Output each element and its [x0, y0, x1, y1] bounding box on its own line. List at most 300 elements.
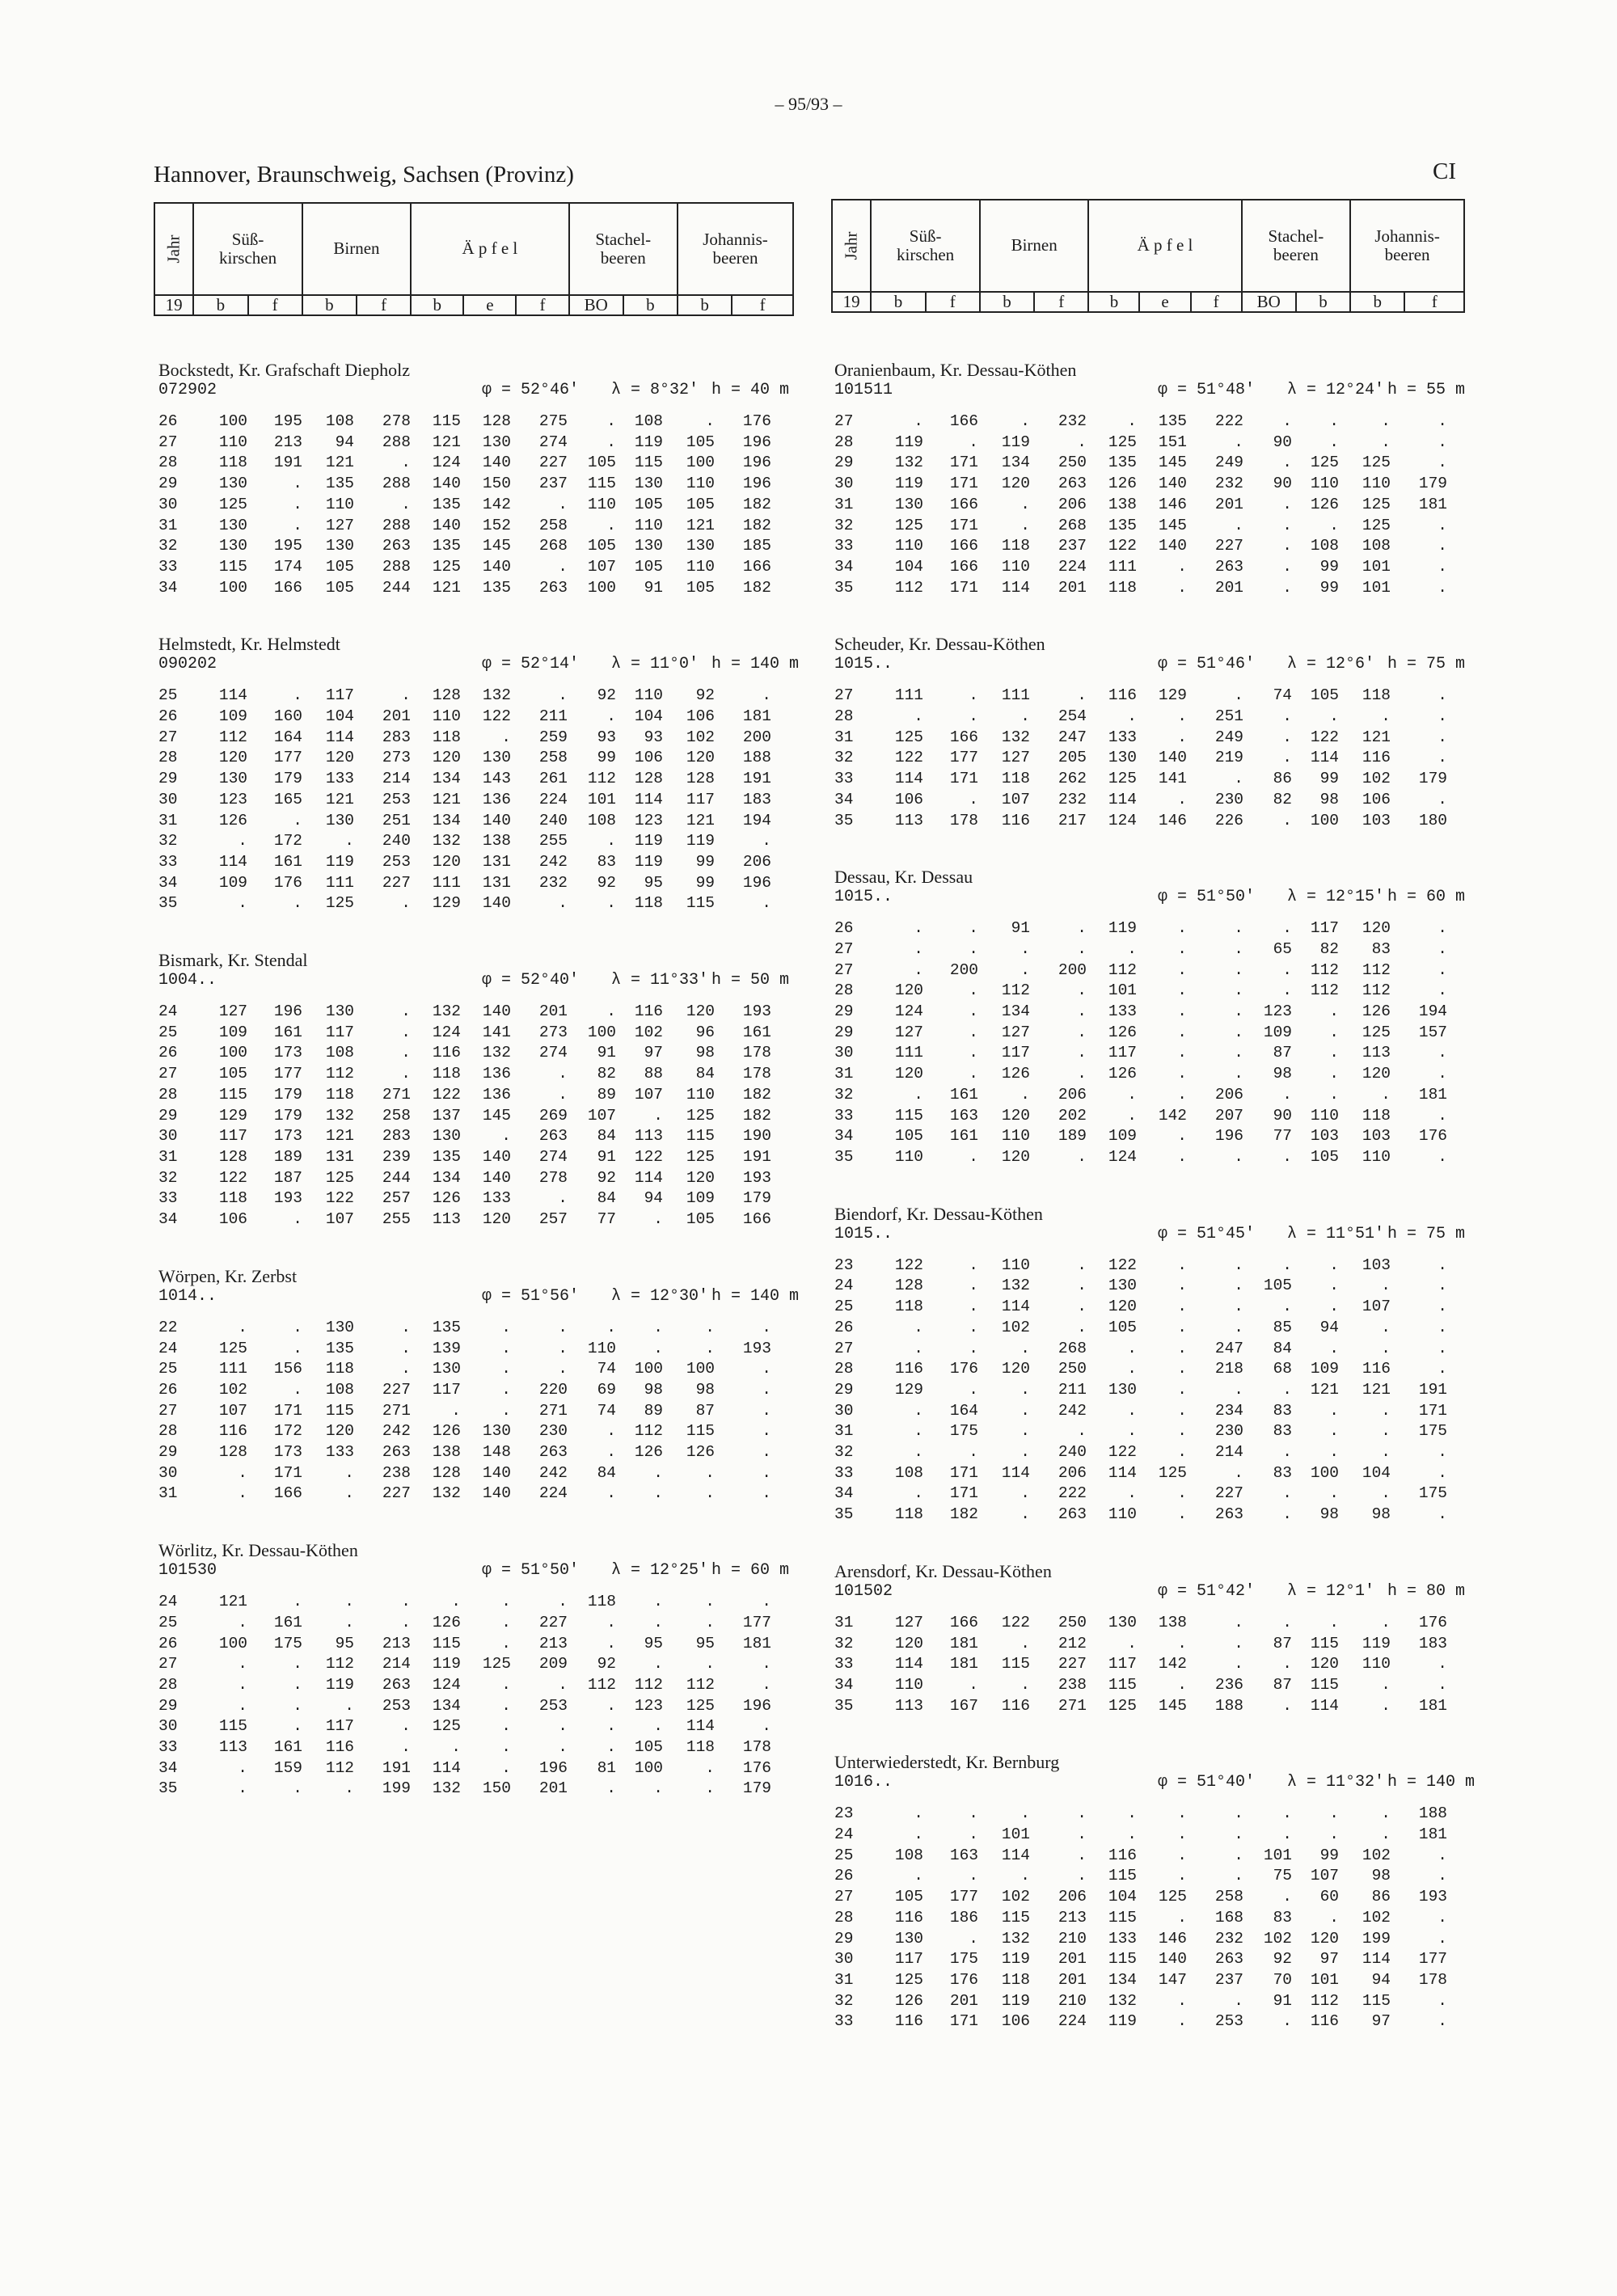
- value-cell: 105: [894, 1127, 923, 1146]
- value-cell: .: [293, 811, 302, 829]
- subcol: b: [678, 295, 732, 315]
- value-cell: 119: [894, 433, 923, 451]
- value-cell: .: [969, 1256, 978, 1274]
- table-row: [158, 1147, 771, 1168]
- value-cell: 105: [325, 557, 354, 576]
- value-cell: .: [762, 1360, 771, 1378]
- value-cell: 77: [597, 1210, 616, 1229]
- year-cell: 27: [158, 1065, 178, 1083]
- value-cell: .: [1329, 1002, 1339, 1021]
- value-cell: .: [1438, 960, 1447, 979]
- year-cell: 27: [834, 412, 854, 430]
- value-cell: 250: [1058, 1613, 1087, 1631]
- value-cell: 140: [482, 454, 511, 472]
- value-cell: .: [1438, 1298, 1447, 1316]
- table-row: [158, 1442, 771, 1463]
- value-cell: 109: [218, 1023, 247, 1041]
- value-cell: 166: [949, 495, 978, 513]
- value-cell: .: [1177, 1401, 1187, 1420]
- longitude: λ = 12°30': [611, 1286, 709, 1306]
- table-row: [834, 1825, 1447, 1846]
- value-cell: 176: [742, 412, 771, 430]
- value-cell: 100: [218, 1634, 247, 1652]
- value-cell: .: [1381, 1675, 1391, 1694]
- table-row: [834, 1634, 1447, 1655]
- value-cell: 259: [538, 728, 568, 746]
- value-cell: .: [705, 1758, 715, 1777]
- table-row: [158, 1339, 771, 1360]
- value-cell: 177: [949, 1888, 978, 1906]
- value-cell: 263: [382, 1675, 411, 1694]
- value-cell: .: [293, 1318, 302, 1336]
- value-cell: .: [1077, 1277, 1087, 1295]
- value-cell: .: [293, 516, 302, 534]
- value-cell: 125: [1108, 433, 1137, 451]
- value-cell: 140: [482, 1168, 511, 1187]
- value-cell: 175: [949, 1950, 978, 1969]
- value-cell: 116: [894, 2012, 923, 2031]
- value-cell: 98: [1371, 1505, 1391, 1524]
- value-cell: 175: [273, 1634, 302, 1652]
- station-data-table: [834, 412, 1447, 598]
- year-cell: 28: [834, 1908, 854, 1927]
- value-cell: .: [1077, 1002, 1087, 1021]
- value-cell: .: [1177, 1277, 1187, 1295]
- value-cell: 193: [742, 1339, 771, 1357]
- value-cell: 227: [1214, 1484, 1243, 1503]
- year-cell: 30: [834, 1044, 854, 1062]
- value-cell: 133: [325, 770, 354, 788]
- value-cell: 107: [218, 1401, 247, 1420]
- value-cell: 119: [1108, 2012, 1137, 2031]
- value-cell: 87: [1273, 1675, 1292, 1694]
- table-row: [158, 1188, 771, 1209]
- value-cell: 255: [382, 1210, 411, 1229]
- value-cell: .: [1381, 1804, 1391, 1823]
- value-cell: 91: [1273, 1991, 1292, 2010]
- value-cell: .: [344, 1593, 354, 1611]
- value-cell: 179: [1418, 475, 1447, 493]
- value-cell: 101: [587, 790, 616, 808]
- value-cell: 99: [1319, 1846, 1339, 1864]
- value-cell: 127: [325, 516, 354, 534]
- value-cell: .: [969, 1002, 978, 1021]
- value-cell: .: [293, 1593, 302, 1611]
- value-cell: 114: [218, 686, 247, 705]
- value-cell: .: [238, 1758, 247, 1777]
- value-cell: 116: [325, 1738, 354, 1757]
- value-cell: 253: [382, 790, 411, 808]
- value-cell: 108: [325, 412, 354, 430]
- value-cell: .: [1282, 960, 1292, 979]
- value-cell: 98: [1319, 1505, 1339, 1524]
- value-cell: 84: [597, 1127, 616, 1146]
- table-row: [834, 1613, 1447, 1634]
- value-cell: 206: [1058, 1085, 1087, 1104]
- value-cell: 105: [587, 454, 616, 472]
- value-cell: .: [914, 707, 923, 726]
- value-cell: 98: [1319, 790, 1339, 808]
- value-cell: .: [1381, 707, 1391, 726]
- station-block: [158, 1540, 797, 1800]
- station-meta: [834, 1225, 1473, 1249]
- value-cell: 101: [1263, 1846, 1292, 1864]
- table-row: [158, 1484, 771, 1505]
- value-cell: 115: [686, 894, 715, 913]
- value-cell: 180: [1418, 811, 1447, 829]
- value-cell: 133: [325, 1443, 354, 1462]
- value-cell: .: [558, 894, 568, 913]
- longitude: λ = 12°15': [1287, 888, 1385, 907]
- value-cell: 114: [634, 1168, 663, 1187]
- value-cell: 240: [1058, 1443, 1087, 1462]
- value-cell: 201: [1214, 495, 1243, 513]
- year-cell: 25: [158, 1613, 178, 1631]
- year-cell: 26: [834, 1867, 854, 1885]
- value-cell: 126: [1108, 1065, 1137, 1083]
- value-cell: 102: [634, 1023, 663, 1041]
- value-cell: 222: [1214, 412, 1243, 430]
- value-cell: 83: [1273, 1401, 1292, 1420]
- value-cell: .: [1438, 454, 1447, 472]
- table-row: [834, 1484, 1447, 1505]
- value-cell: .: [1282, 1655, 1292, 1673]
- station-code: 101511: [834, 381, 893, 399]
- value-cell: 182: [742, 516, 771, 534]
- value-cell: .: [653, 1463, 663, 1482]
- value-cell: 130: [482, 1422, 511, 1441]
- value-cell: .: [501, 1634, 511, 1652]
- value-cell: .: [1234, 939, 1243, 958]
- value-cell: 102: [1362, 770, 1391, 788]
- value-cell: 175: [1418, 1484, 1447, 1503]
- station-block: [834, 1752, 1476, 2032]
- value-cell: 113: [218, 1738, 247, 1757]
- value-cell: .: [1329, 1085, 1339, 1104]
- value-cell: .: [401, 894, 411, 913]
- longitude: λ = 8°32': [611, 381, 699, 399]
- value-cell: 103: [1362, 1127, 1391, 1146]
- value-cell: 140: [482, 1002, 511, 1021]
- value-cell: 92: [597, 1168, 616, 1187]
- value-cell: 126: [1108, 475, 1137, 493]
- value-cell: 112: [1362, 981, 1391, 1000]
- value-cell: .: [293, 894, 302, 913]
- value-cell: 193: [742, 1002, 771, 1021]
- value-cell: .: [1020, 1085, 1030, 1104]
- value-cell: 240: [538, 811, 568, 829]
- table-row: [158, 1002, 771, 1023]
- value-cell: .: [1020, 707, 1030, 726]
- value-cell: .: [914, 1804, 923, 1823]
- column-header-left: [154, 202, 794, 316]
- value-cell: .: [762, 1717, 771, 1736]
- value-cell: 102: [1001, 1888, 1030, 1906]
- value-cell: 141: [482, 1023, 511, 1041]
- value-cell: 83: [1273, 1908, 1292, 1927]
- value-cell: 109: [218, 707, 247, 726]
- table-row: [158, 1716, 771, 1737]
- table-row: [158, 707, 771, 728]
- value-cell: 176: [273, 873, 302, 892]
- value-cell: 181: [1418, 1696, 1447, 1715]
- value-cell: 120: [1362, 1065, 1391, 1083]
- value-cell: 177: [742, 1613, 771, 1631]
- value-cell: .: [344, 1484, 354, 1503]
- value-cell: 271: [382, 1085, 411, 1104]
- value-cell: 99: [597, 749, 616, 767]
- value-cell: .: [1329, 1065, 1339, 1083]
- value-cell: 173: [273, 1127, 302, 1146]
- value-cell: 167: [949, 1696, 978, 1715]
- year-cell: 34: [834, 1675, 854, 1694]
- value-cell: 164: [949, 1401, 978, 1420]
- value-cell: .: [1127, 412, 1137, 430]
- value-cell: .: [1438, 1655, 1447, 1673]
- value-cell: .: [653, 1613, 663, 1631]
- value-cell: 120: [894, 981, 923, 1000]
- table-row: [834, 557, 1447, 578]
- value-cell: 129: [894, 1380, 923, 1399]
- value-cell: 214: [382, 1655, 411, 1673]
- value-cell: .: [1177, 1908, 1187, 1927]
- value-cell: 249: [1214, 728, 1243, 746]
- year-cell: 33: [834, 1106, 854, 1125]
- value-cell: .: [1020, 1380, 1030, 1399]
- value-cell: 84: [1273, 1339, 1292, 1357]
- value-cell: 120: [325, 749, 354, 767]
- value-cell: 199: [382, 1779, 411, 1798]
- year-cell: 29: [834, 454, 854, 472]
- value-cell: 176: [1418, 1127, 1447, 1146]
- value-cell: .: [1234, 1147, 1243, 1166]
- value-cell: 115: [1362, 1991, 1391, 2010]
- table-row: [158, 1043, 771, 1064]
- value-cell: .: [293, 1779, 302, 1798]
- station-name: Biendorf, Kr. Dessau-Köthen: [834, 1203, 1043, 1224]
- value-cell: 110: [686, 1085, 715, 1104]
- value-cell: 112: [634, 1422, 663, 1441]
- table-row: [158, 453, 771, 474]
- value-cell: .: [1329, 1339, 1339, 1357]
- value-cell: 114: [1310, 749, 1339, 767]
- value-cell: .: [558, 1360, 568, 1378]
- value-cell: .: [293, 1655, 302, 1673]
- value-cell: 179: [273, 1085, 302, 1104]
- value-cell: .: [1177, 790, 1187, 808]
- value-cell: 132: [325, 1106, 354, 1125]
- table-row: [834, 1002, 1447, 1023]
- table-row: [158, 1023, 771, 1044]
- subcol: 19: [154, 295, 193, 315]
- value-cell: .: [969, 707, 978, 726]
- value-cell: 269: [538, 1106, 568, 1125]
- value-cell: 101: [1310, 1970, 1339, 1989]
- value-cell: 218: [1214, 1360, 1243, 1378]
- value-cell: .: [1177, 1634, 1187, 1652]
- value-cell: 193: [1418, 1888, 1447, 1906]
- value-cell: 132: [432, 1484, 461, 1503]
- altitude: h = 40 m: [711, 381, 790, 399]
- value-cell: 118: [1001, 537, 1030, 555]
- value-cell: .: [1177, 578, 1187, 597]
- value-cell: 140: [482, 1463, 511, 1482]
- value-cell: 88: [644, 1065, 663, 1083]
- value-cell: .: [501, 1318, 511, 1336]
- value-cell: .: [238, 1613, 247, 1631]
- value-cell: 263: [538, 578, 568, 597]
- value-cell: 258: [538, 749, 568, 767]
- value-cell: 238: [1058, 1675, 1087, 1694]
- value-cell: .: [1177, 939, 1187, 958]
- subcol: f: [926, 292, 980, 312]
- value-cell: 118: [894, 1505, 923, 1524]
- value-cell: 117: [325, 686, 354, 705]
- year-cell: 30: [834, 1401, 854, 1420]
- value-cell: .: [1282, 919, 1292, 938]
- value-cell: 268: [538, 537, 568, 555]
- altitude: h = 80 m: [1387, 1581, 1466, 1601]
- value-cell: 227: [1058, 1655, 1087, 1673]
- value-cell: 95: [335, 1634, 354, 1652]
- value-cell: 140: [1158, 1950, 1187, 1969]
- value-cell: .: [653, 1106, 663, 1125]
- year-cell: 24: [158, 1339, 178, 1357]
- value-cell: 140: [1158, 749, 1187, 767]
- value-cell: .: [1177, 1298, 1187, 1316]
- value-cell: 181: [949, 1655, 978, 1673]
- value-cell: 261: [538, 770, 568, 788]
- value-cell: 92: [597, 1655, 616, 1673]
- year-cell: 32: [158, 832, 178, 850]
- subcol: e: [463, 295, 516, 315]
- year-cell: 32: [158, 537, 178, 555]
- station-block: [158, 950, 797, 1230]
- value-cell: .: [1329, 1613, 1339, 1631]
- station-data-table: [834, 1804, 1447, 2032]
- table-row: [834, 1675, 1447, 1696]
- value-cell: .: [1177, 1360, 1187, 1378]
- value-cell: 103: [1362, 1256, 1391, 1274]
- value-cell: .: [558, 1189, 568, 1208]
- value-cell: .: [1282, 578, 1292, 597]
- value-cell: 84: [597, 1189, 616, 1208]
- value-cell: 251: [382, 811, 411, 829]
- value-cell: .: [558, 1717, 568, 1736]
- value-cell: .: [293, 1696, 302, 1715]
- value-cell: 110: [1362, 1147, 1391, 1166]
- value-cell: .: [762, 1318, 771, 1336]
- value-cell: .: [606, 1443, 616, 1462]
- value-cell: 120: [1310, 1655, 1339, 1673]
- value-cell: 182: [742, 578, 771, 597]
- value-cell: .: [606, 894, 616, 913]
- value-cell: 189: [273, 1147, 302, 1166]
- header-stachelbeeren: Stachel- beeren: [1242, 200, 1351, 292]
- value-cell: .: [1234, 1380, 1243, 1399]
- value-cell: 108: [894, 1463, 923, 1482]
- value-cell: .: [1234, 1298, 1243, 1316]
- value-cell: 117: [686, 790, 715, 808]
- value-cell: 98: [695, 1380, 715, 1399]
- year-cell: 33: [834, 770, 854, 788]
- value-cell: 213: [1058, 1908, 1087, 1927]
- value-cell: 102: [1362, 1846, 1391, 1864]
- value-cell: .: [1077, 1825, 1087, 1844]
- section-code: CI: [1433, 158, 1456, 184]
- value-cell: .: [558, 495, 568, 513]
- header-aepfel: Ä p f e l: [1088, 200, 1241, 292]
- value-cell: .: [1177, 1484, 1187, 1503]
- value-cell: 135: [432, 537, 461, 555]
- year-cell: 33: [158, 557, 178, 576]
- year-cell: 30: [158, 495, 178, 513]
- value-cell: .: [1381, 1277, 1391, 1295]
- value-cell: 106: [894, 790, 923, 808]
- value-cell: 138: [1108, 495, 1137, 513]
- value-cell: 110: [432, 707, 461, 726]
- value-cell: 130: [1108, 1277, 1137, 1295]
- value-cell: .: [1329, 1044, 1339, 1062]
- value-cell: .: [1020, 1484, 1030, 1503]
- value-cell: 257: [382, 1189, 411, 1208]
- value-cell: .: [1177, 1422, 1187, 1441]
- value-cell: 121: [325, 1127, 354, 1146]
- value-cell: 179: [742, 1189, 771, 1208]
- longitude: λ = 11°33': [611, 971, 709, 990]
- left-column: [158, 360, 800, 1835]
- value-cell: .: [501, 728, 511, 746]
- value-cell: .: [1177, 1443, 1187, 1462]
- year-cell: 31: [834, 1970, 854, 1989]
- value-cell: .: [1438, 1339, 1447, 1357]
- value-cell: 174: [273, 557, 302, 576]
- value-cell: 90: [1273, 1106, 1292, 1125]
- value-cell: 116: [218, 1422, 247, 1441]
- table-row: [158, 1737, 771, 1758]
- value-cell: 120: [686, 749, 715, 767]
- value-cell: 135: [432, 1318, 461, 1336]
- value-cell: 95: [695, 1634, 715, 1652]
- value-cell: .: [1020, 412, 1030, 430]
- value-cell: 128: [482, 412, 511, 430]
- longitude: λ = 11°0': [611, 655, 699, 674]
- value-cell: 117: [1001, 1044, 1030, 1062]
- value-cell: 105: [1108, 1318, 1137, 1336]
- table-row: [158, 1106, 771, 1127]
- value-cell: 120: [432, 852, 461, 871]
- subcol: f: [1404, 292, 1464, 312]
- value-cell: 166: [949, 412, 978, 430]
- value-cell: .: [401, 686, 411, 705]
- value-cell: 108: [634, 412, 663, 430]
- value-cell: .: [1282, 728, 1292, 746]
- value-cell: 121: [325, 454, 354, 472]
- value-cell: 188: [742, 749, 771, 767]
- value-cell: .: [238, 894, 247, 913]
- value-cell: 206: [1214, 1085, 1243, 1104]
- value-cell: .: [501, 1380, 511, 1399]
- table-row: [834, 811, 1447, 832]
- year-cell: 30: [158, 1717, 178, 1736]
- value-cell: .: [1438, 412, 1447, 430]
- value-cell: 112: [587, 1675, 616, 1694]
- station-code: 090202: [158, 655, 217, 674]
- value-cell: 116: [1310, 2012, 1339, 2031]
- value-cell: .: [705, 1593, 715, 1611]
- year-cell: 32: [834, 516, 854, 534]
- value-cell: 132: [1001, 1929, 1030, 1948]
